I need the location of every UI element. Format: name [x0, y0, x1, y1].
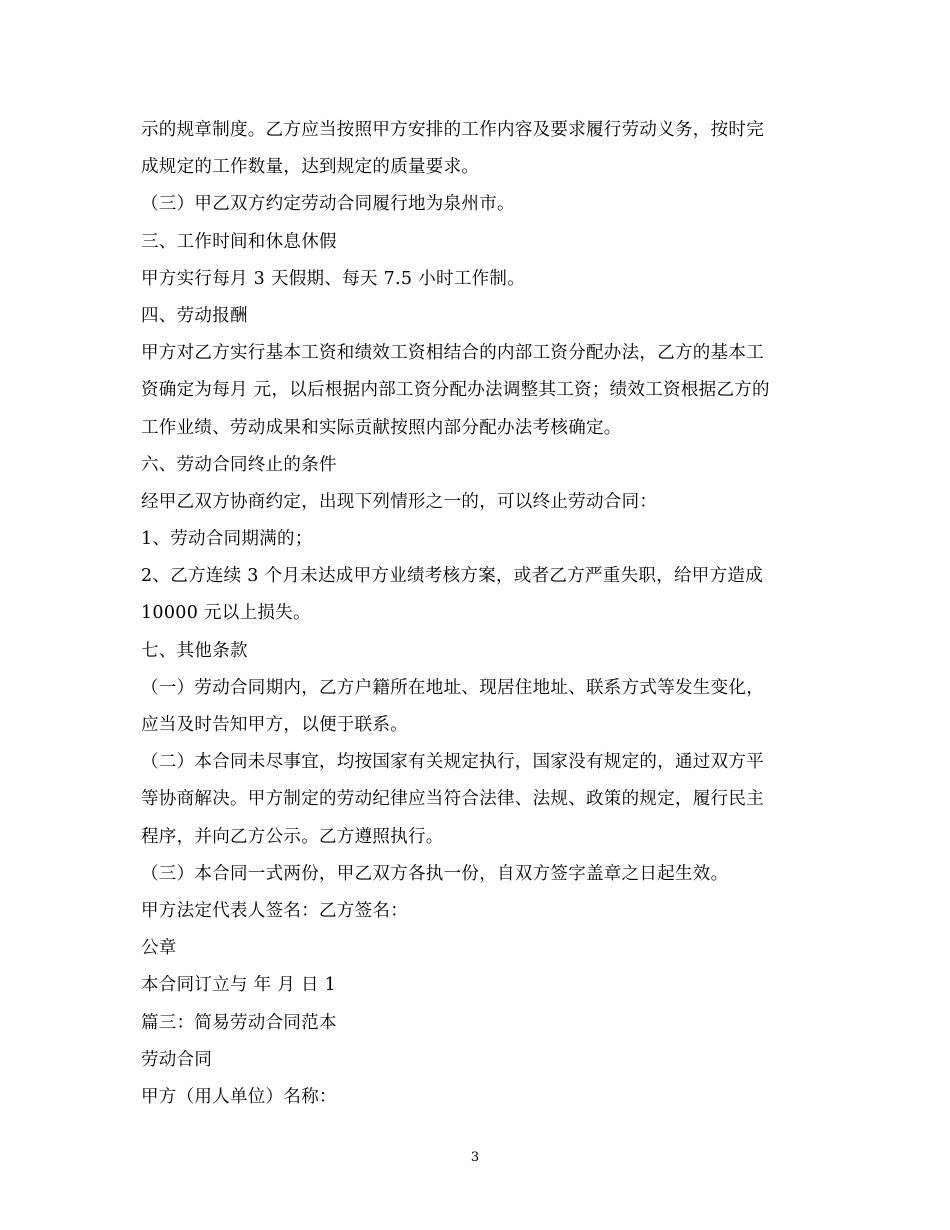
document-title: 劳动合同	[141, 1049, 213, 1070]
page-number: 3	[470, 1150, 480, 1165]
section-heading: 三、工作时间和休息休假	[141, 231, 337, 252]
text-line: 工作业绩、劳动成果和实际贡献按照内部分配办法考核确定。	[141, 417, 622, 438]
text-line: 甲方对乙方实行基本工资和绩效工资相结合的内部工资分配办法，乙方的基本工	[141, 343, 764, 364]
section-heading: 六、劳动合同终止的条件	[141, 454, 337, 475]
text-line: 等协商解决。甲方制定的劳动纪律应当符合法律、法规、政策的规定，履行民主	[141, 789, 764, 810]
text-line: 甲方（用人单位）名称：	[141, 1086, 337, 1107]
text-line: 甲方实行每月 3 天假期、每天 7.5 小时工作制。	[141, 268, 526, 289]
chapter-heading: 篇三：简易劳动合同范本	[141, 1012, 337, 1033]
signature-line: 甲方法定代表人签名：乙方签名：	[141, 900, 408, 921]
text-line: 程序，并向乙方公示。乙方遵照执行。	[141, 826, 444, 847]
seal-label: 公章	[141, 938, 177, 959]
text-line: 成规定的工作数量，达到规定的质量要求。	[141, 157, 480, 178]
text-line: 应当及时告知甲方，以便于联系。	[141, 715, 408, 735]
section-heading: 四、劳动报酬	[141, 305, 248, 326]
clause-item: （三）甲乙双方约定劳动合同履行地为泉州市。	[141, 194, 515, 215]
clause-item: （一）劳动合同期内，乙方户籍所在地址、现居住地址、联系方式等发生变化，	[141, 677, 764, 698]
text-line: 经甲乙双方协商约定，出现下列情形之一的，可以终止劳动合同：	[141, 491, 658, 512]
text-line: 示的规章制度。乙方应当按照甲方安排的工作内容及要求履行劳动义务，按时完	[141, 120, 764, 140]
clause-item: （二）本合同未尽事宜，均按国家有关规定执行，国家没有规定的，通过双方平	[141, 752, 764, 773]
document-body	[141, 112, 831, 1116]
list-item: 2、乙方连续 3 个月未达成甲方业绩考核方案，或者乙方严重失职，给甲方造成	[141, 566, 763, 587]
clause-item: （三）本合同一式两份，甲乙双方各执一份，自双方签字盖章之日起生效。	[141, 863, 729, 884]
text-line: 资确定为每月 元，以后根据内部工资分配办法调整其工资；绩效工资根据乙方的	[141, 380, 770, 401]
section-heading: 七、其他条款	[141, 640, 248, 661]
text-line: 10000 元以上损失。	[141, 603, 311, 624]
date-line: 本合同订立与 年 月 日 1	[141, 975, 337, 996]
list-item: 1、劳动合同期满的；	[141, 529, 313, 550]
